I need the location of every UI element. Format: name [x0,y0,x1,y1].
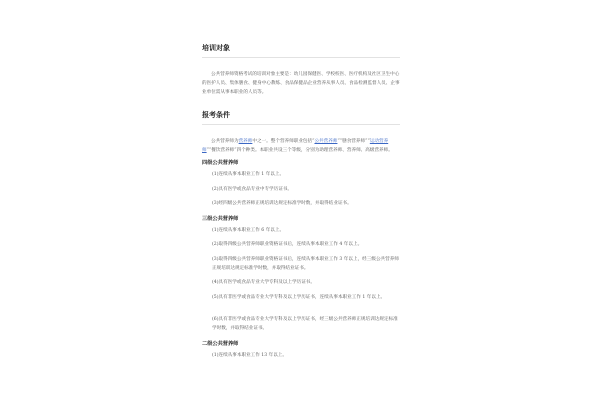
list-item: (3)经四级公共营养师正规培训达规定标准学时数，并取得结业证书。 [212,201,352,207]
requirements-intro-paragraph [202,137,400,155]
list-item: (2)取得四级公共营养师职业资格证书后，连续从事本职业工作 4 年以上。 [212,242,363,248]
training-target-paragraph: 公共营养师资格考试的培训对象主要是：幼儿园保健医、学校校医、医疗机构及社区卫生中心的医护人员、集体膳食、健身中心教练、食品保健品企业营养从事人员、食品检测监督人员、企事业单位需从事本职业的人员等。 [202,72,400,95]
level-title-2: 二级公共营养师 [202,340,239,347]
link-public-nutritionist[interactable]: 公共营养师 [314,139,338,144]
level-title-3: 三级公共营养师 [202,215,239,222]
link-sports-nutritionist[interactable]: 运动营养师 [202,139,389,153]
section-title-training-target: 培训对象 [202,44,230,52]
list-item: (1)连续从事本职业工作 6 年以上。 [212,227,285,233]
list-item: (1)连续从事本职业工作 1 年以上。 [212,172,285,177]
intro-text-2: 中之一。整个营养师职业包括“ [252,139,315,144]
section-title-requirements: 报考条件 [202,111,230,119]
list-item: (4)具有医学或食品专业大学专科及以上学历证书。 [212,280,315,286]
intro-text-1: 公共营养师为 [211,139,239,144]
list-item: (2)具有医学或食品专业中专学历证书。 [212,186,293,192]
link-nutritionist[interactable]: 营养师 [238,139,253,144]
intro-text-3: ”“膳食营养师”“ [337,139,370,144]
list-item: (3)取得四级公共营养师职业资格证书后，连续从事本职业工作 3 年以上，经三级公共营养师正规培训达规定标准学时数，并取得结业证书。 [212,256,399,271]
article-content [202,44,400,366]
list-item: (6)具有非医学或食品专业大学专科及以上学历证书，经三级公共营养师正规培训达规定标准学时数，并取得结业证书。 [212,317,398,331]
list-item: (1)连续从事本职业工作 13 年以上。 [212,352,287,358]
section-divider [202,124,400,125]
level-title-4: 四级公共营养师 [202,160,239,166]
section-divider [202,57,400,58]
list-item: (5)具有非医学或食品专业大学专科及以上学历证书，连续从事本职业工作 1 年以上。 [212,294,386,300]
spacer [202,308,400,316]
intro-text-4: ”“餐饮营养师”四个种类。本职业共设三个等级，分别为助理营养师、营养师、高级营养师。 [206,148,393,153]
